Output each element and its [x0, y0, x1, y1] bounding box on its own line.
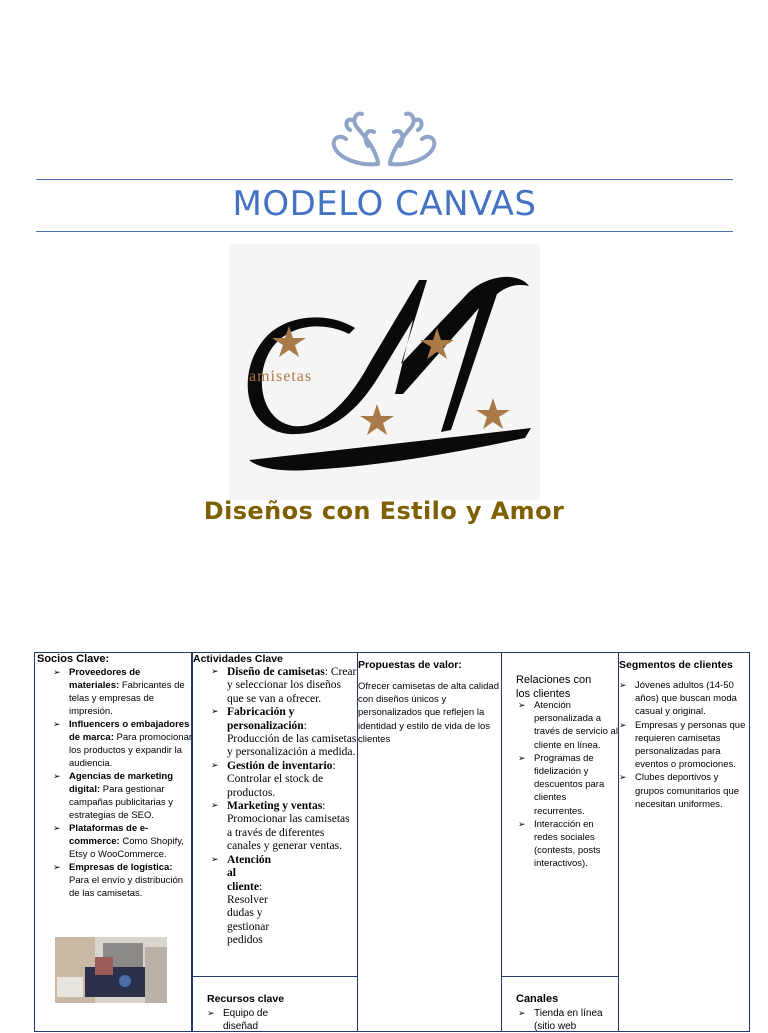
top-rule: [36, 179, 733, 180]
list-segmentos: [619, 679, 749, 811]
heading-relaciones: Relaciones con los clientes: [516, 674, 592, 700]
list-item: ➢ Fabricación y personalización: Producción de las camisetas y personalización a medida.: [211, 706, 357, 760]
bottom-rule: [36, 231, 733, 232]
list-item: ➢ Clubes deportivos y grupos comunitarios que necesitan uniformes.: [619, 771, 749, 811]
list-item: ➢ Diseño de camisetas: Crear y seleccionar los diseños que se van a ofrecer.: [211, 666, 357, 706]
list-item: ➢ Programas de fidelización y descuentos para clientes recurrentes.: [518, 752, 618, 818]
list-item: ➢ Jóvenes adultos (14-50 años) que buscan moda casual y original.: [619, 679, 749, 719]
list-recursos: [207, 1007, 297, 1033]
column-propuestas-valor: [357, 652, 502, 1032]
page-title: MODELO CANVAS: [232, 184, 537, 224]
heading-recursos: Recursos clave: [207, 993, 285, 1005]
heading-socios: Socios Clave:: [37, 653, 110, 665]
list-actividades: [211, 666, 357, 948]
business-canvas-table: [34, 652, 750, 1032]
list-item: ➢ Agencias de marketing digital: Para gestionar campañas publicitarias y estrategias de SEO.: [53, 770, 193, 822]
list-item: ➢ Interacción en redes sociales (contests, posts interactivos).: [518, 818, 618, 871]
ornament-icon: [328, 106, 440, 168]
list-item: ➢ Gestión de inventario: Controlar el stock de productos.: [211, 760, 357, 800]
heading-segmentos: Segmentos de clientes: [619, 659, 733, 671]
heading-canales: Canales: [516, 993, 559, 1005]
text-propuestas: Ofrecer camisetas de alta calidad con diseños únicos y personalizados que reflejen la identidad y estilo de vida de los clientes: [358, 681, 499, 745]
list-item: ➢ Influencers o embajadores de marca: Para promocionar los productos y expandir la audiencia.: [53, 718, 193, 770]
column-socios-clave: [34, 652, 192, 1032]
heading-propuestas: Propuestas de valor:: [358, 659, 462, 671]
list-item: ➢ Marketing y ventas: Promocionar las camisetas a través de diferentes canales y generar ventas.: [211, 800, 357, 854]
column-segmentos-clientes: [618, 652, 750, 1032]
list-item: ➢ Atención al cliente: Resolver dudas y gestionar pedidos: [211, 854, 271, 948]
tagline: Diseños con Estilo y Amor: [203, 497, 565, 525]
list-item: ➢ Atención personalizada a través de servicio al cliente en línea.: [518, 699, 618, 752]
cell-actividades: [192, 652, 358, 977]
list-socios: [53, 666, 193, 900]
list-item: ➢ Tienda en línea (sitio web: [518, 1007, 618, 1033]
list-canales: [518, 1007, 618, 1033]
column-actividades-clave: [192, 652, 358, 1032]
heading-actividades: Actividades Clave: [193, 653, 283, 665]
list-item: ➢ Empresas y personas que requieren camisetas personalizadas para eventos o promociones.: [619, 719, 749, 772]
list-relaciones: [518, 699, 618, 871]
list-item: ➢ Empresas de logística: Para el envío y distribución de las camisetas.: [53, 861, 193, 900]
brand-logo: [229, 244, 540, 500]
list-item: ➢ Plataformas de e-commerce: Como Shopify, Etsy o WooCommerce.: [53, 822, 193, 861]
logo-text: amisetas: [249, 368, 313, 385]
column-relaciones-canales: [501, 652, 619, 1032]
list-item: ➢ Equipo de diseñad: [207, 1007, 297, 1033]
workshop-photo: [55, 937, 167, 1003]
list-item: ➢ Proveedores de materiales: Fabricantes de telas y empresas de impresión.: [53, 666, 193, 718]
cell-relaciones: [501, 652, 619, 977]
